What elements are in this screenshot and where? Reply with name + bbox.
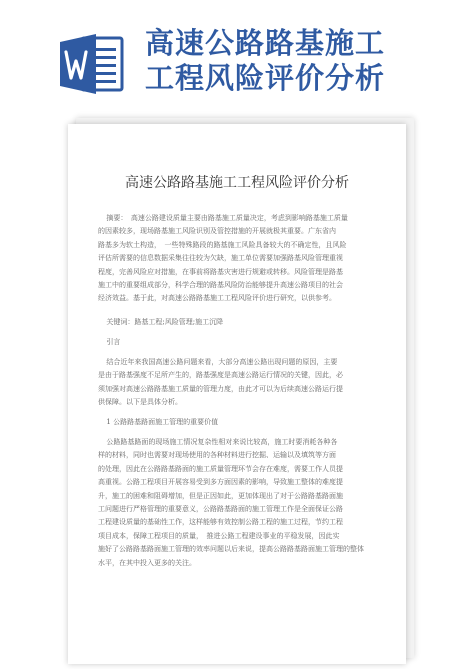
- intro-line: 是由于路基强度不足所产生的，路基强度是高速公路运行情况的关键，因此，必: [98, 371, 343, 380]
- header-banner: [0, 0, 474, 118]
- section1-line: 工程建设质量的基础性工作，这样能够有效控制公路工程的施工过程，节约工程: [98, 518, 343, 527]
- abstract-line: 施工中的重要组成部分，科学合理的路基风险防治能够提升高速公路项目的社会: [98, 281, 343, 290]
- abstract-line: 路基多为软土构造， 一些特殊路段的路基施工风险具备较大的不确定性，且风险: [98, 240, 347, 249]
- abstract: [98, 212, 386, 306]
- abstract-line: 摘要： 高速公路建设质量主要由路基施工质量决定，考虑到影响路基施工质量: [106, 214, 348, 222]
- abstract-line: 评估所需要的信息数据采集往往较为欠缺，施工单位需要加强路基风险管理重视: [98, 254, 343, 263]
- document-title: 高速公路路基施工工程风险评价分析: [125, 175, 349, 191]
- intro-paragraph: [98, 356, 386, 410]
- intro-line: 结合近年来我国高速公路问题来看，大部分高速公路出现问题的原因，主要: [106, 358, 338, 366]
- section1-line: 样的材料，同时也需要对现场使用的各种材料进行挖掘、运输以及填筑等方面: [98, 451, 336, 460]
- keywords-text: 关键词：路基工程;风险管理;施工沉降: [106, 318, 224, 326]
- intro-line: 供保障。以下是具体分析。: [98, 398, 182, 407]
- keywords: [98, 316, 386, 329]
- document-page: [68, 124, 406, 664]
- intro-heading: [98, 336, 386, 349]
- section1-paragraph: [98, 436, 386, 570]
- intro-line: 须加强对高速公路路基施工质量的管理力度，由此才可以为后续高速公路运行提: [98, 384, 343, 393]
- section1-line: 施好了公路路基路面施工管理的效率问题以后来说，提高公路路基路面施工管理的整体: [98, 545, 364, 554]
- banner-title: [145, 26, 455, 96]
- section1-line: 升，施工的困难和阻碍增加，但是正因如此，更加体现出了对于公路路基路面施: [98, 491, 343, 500]
- section1-line: 公路路基路面的现场施工情况复杂性相对来说比较高，施工时要消耗各种各: [106, 438, 338, 446]
- section1-heading: [98, 416, 386, 429]
- abstract-line: 经济效益。基于此，对高速公路路基施工工程风险评价进行研究，以供参考。: [98, 294, 336, 303]
- section1-heading-text: 1 公路路基路面施工管理的重要价值: [106, 418, 219, 426]
- word-icon: [56, 28, 128, 100]
- section1-line: 的处理，因此在公路路基路面的施工质量管理环节会存在难度，需要工作人员提: [98, 464, 343, 473]
- section1-line: 工问题进行严格管理的重要意义，公路路基路面的施工管理工作是全面保证公路: [98, 505, 343, 514]
- section1-line: 项目成本，保障工程项目的质量， 推进公路工程建设事业的平稳发展，因此实: [98, 531, 340, 540]
- section1-line: 水平，在其中投入更多的关注。: [98, 558, 196, 567]
- section1-line: 高重视。公路工程项目开展容易受到多方面因素的影响，导致施工整体的难度提: [98, 478, 343, 487]
- abstract-line: 程度，完善风险应对措施，在事前将路基灾害进行规避或转移。风险管理是路基: [98, 267, 343, 276]
- intro-heading-text: 引言: [106, 338, 121, 346]
- banner-title-line1: 高速公路路基施工: [145, 26, 386, 60]
- abstract-line: 的因素较多，现场路基施工风险识别及管控措施的开展就极其重要。广东省内: [98, 227, 336, 236]
- banner-title-line2: 工程风险评价分析: [145, 61, 386, 95]
